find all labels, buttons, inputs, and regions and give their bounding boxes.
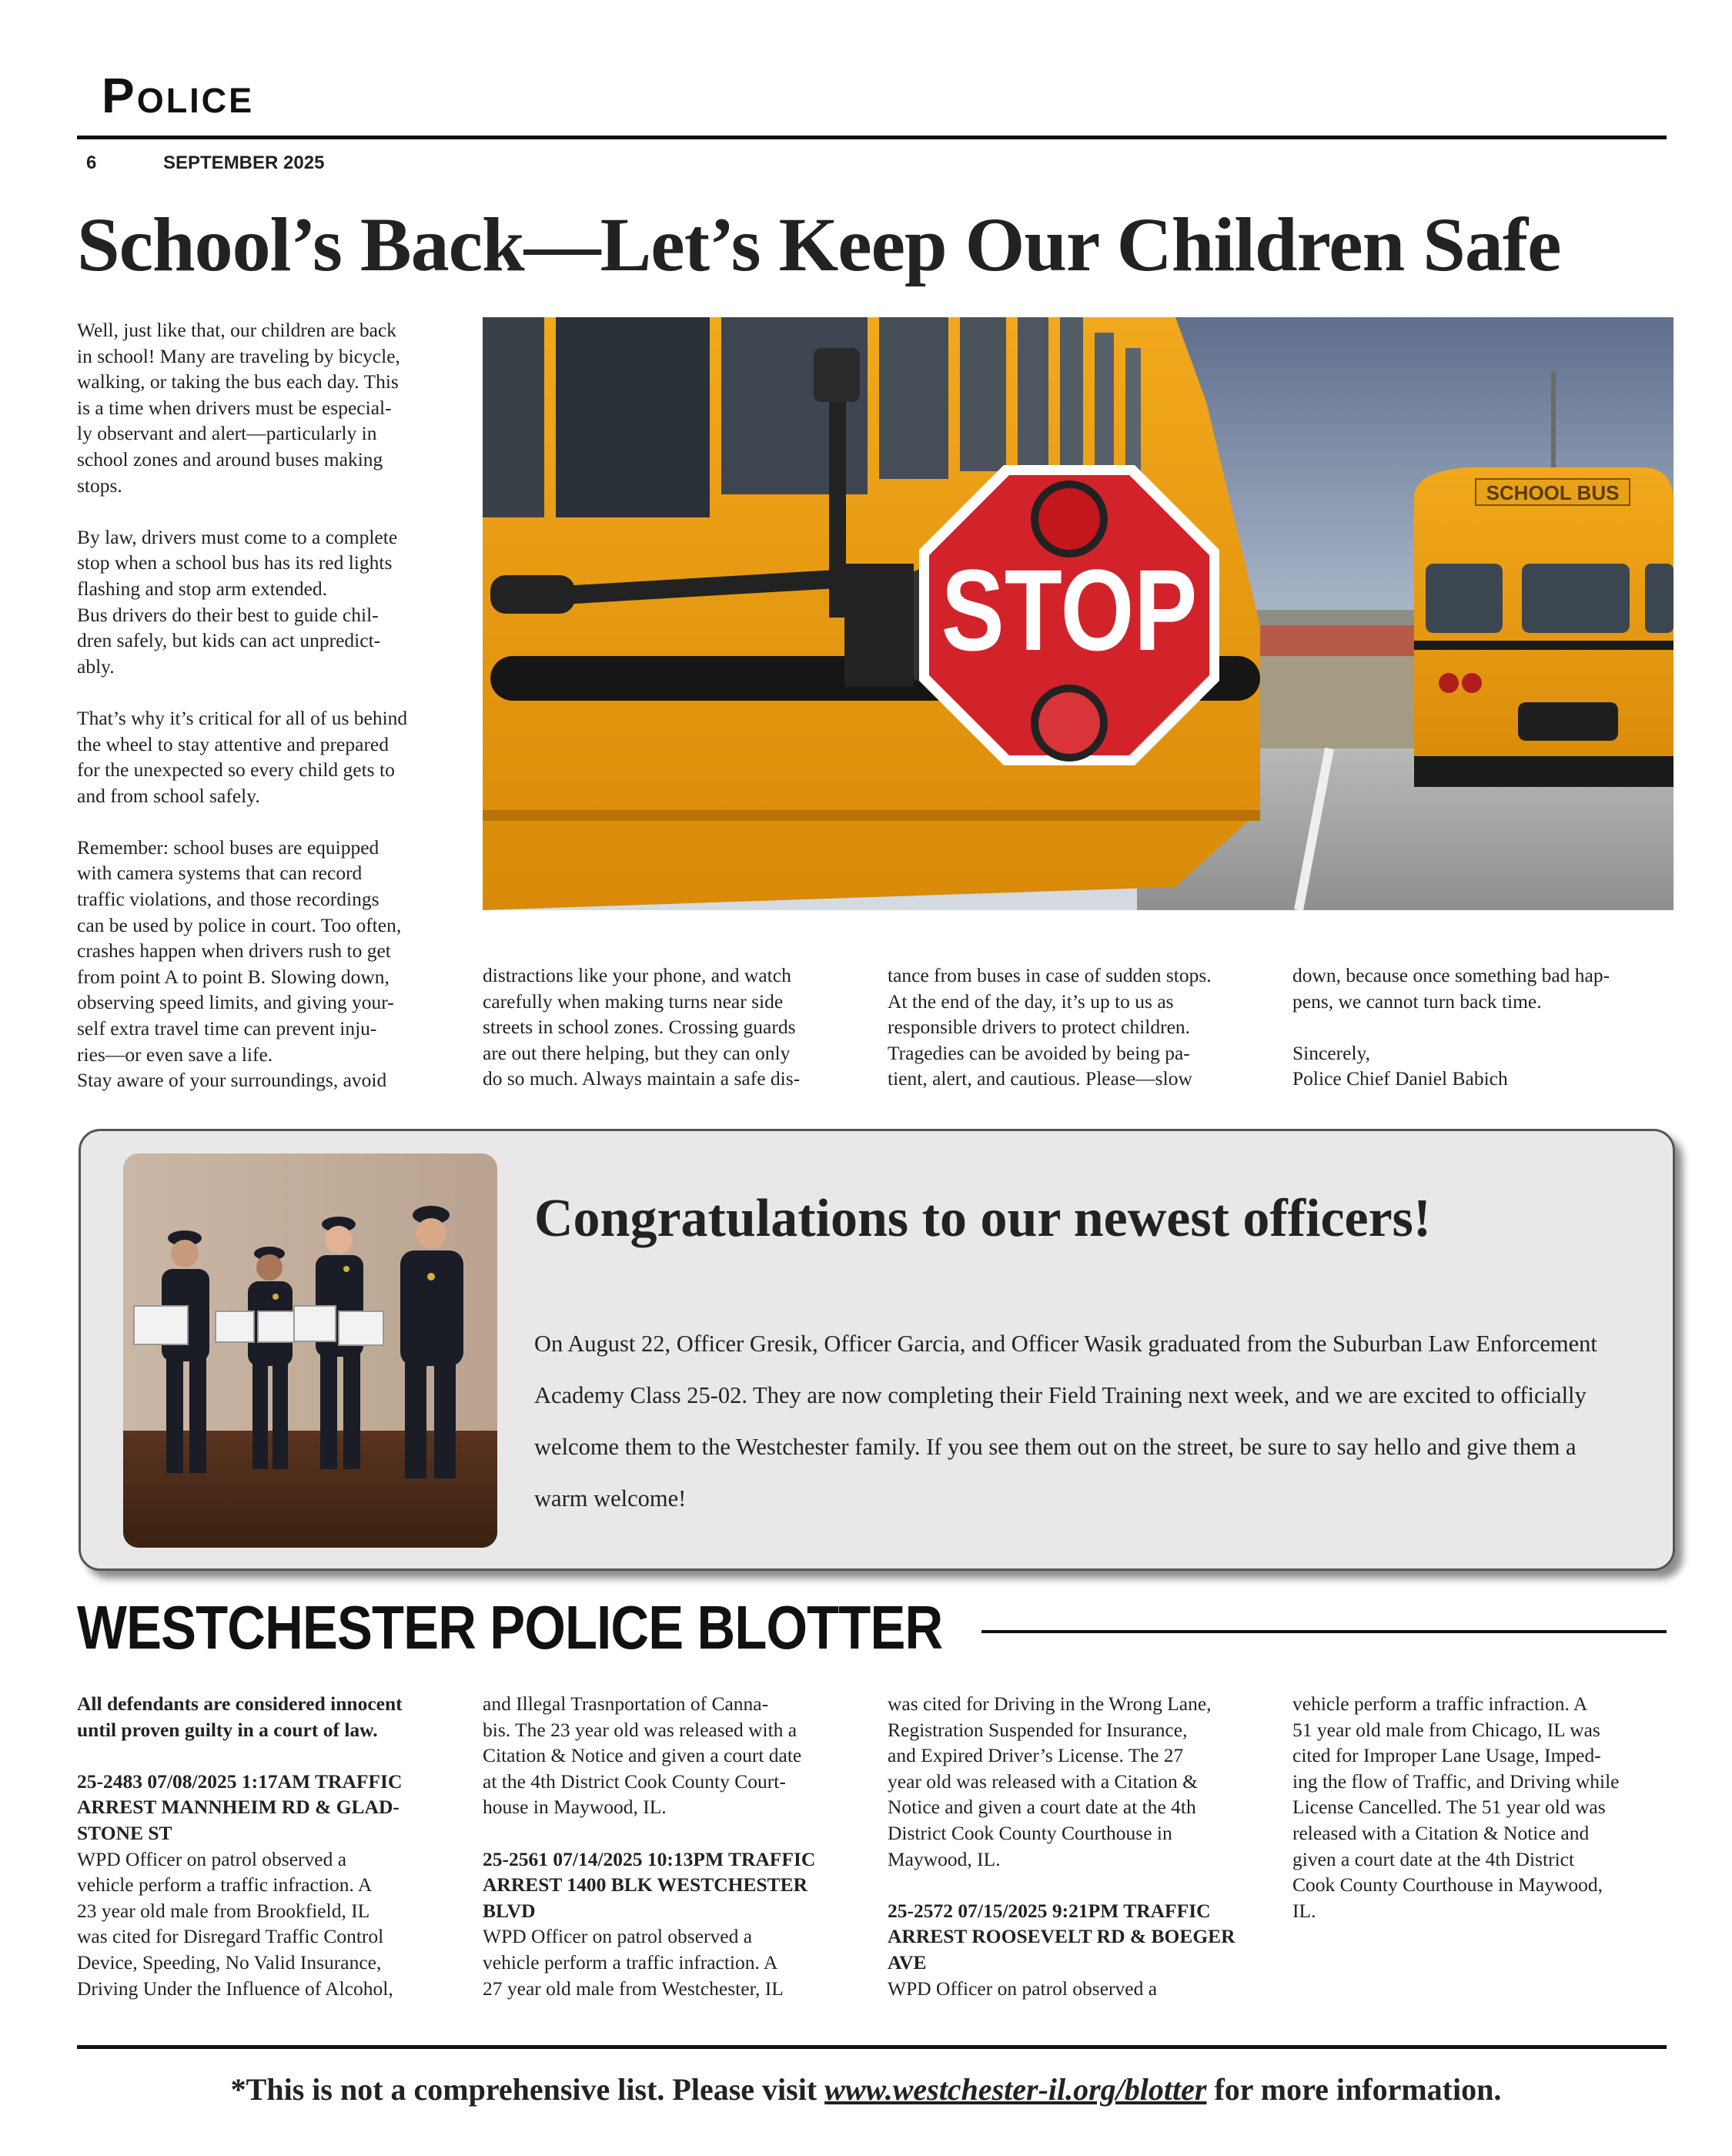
header-rule [77, 136, 1667, 139]
blotter-title-rule [981, 1630, 1667, 1633]
article-column-2: distractions like your phone, and watch carefully when making turns near side streets in school zones. Crossing guards are out there helping, but they can only do so much. Always maintain a safe dis- [483, 964, 801, 1090]
congratulations-body: On August 22, Officer Gresik, Officer Garcia, and Officer Wasik graduated from the Suburban Law Enforcement Academy Class 25-02. They are now completing their Field Training next week, and we are excited to officially welcome them to the Westchester family. If you see them out on the street, be sure to say hello and give them a warm welcome! [534, 1331, 1597, 1512]
footer-prefix: *This is not a comprehensive list. Please visit [230, 2072, 825, 2107]
issue-date: SEPTEMBER 2025 [163, 152, 325, 173]
section-title: Police [102, 68, 255, 123]
article-column-3: tance from buses in case of sudden stops. At the end of the day, it’s up to us as responsible drivers to protect children. Tragedies can be avoided by being pa- tient, alert, and cautious. Please—slow [888, 964, 1212, 1090]
blotter-entry-text: was cited for Driving in the Wrong Lane, Registration Suspended for Insurance, and Expired Driver’s License. The 27 year old was released with a Citation & Notice and given a court date at the 4th District Cook County Courthouse in Maywood, IL. [888, 1692, 1212, 1870]
article-headline: School’s Back—Let’s Keep Our Children Safe [77, 202, 1561, 287]
page-number: 6 [86, 152, 97, 173]
blotter-column-3 [888, 1691, 1280, 2001]
blotter-entry-text: WPD Officer on patrol observed a [888, 1977, 1158, 2000]
blotter-disclaimer: All defendants are considered innocent until proven guilty in a court of law. [77, 1692, 403, 1741]
blotter-column-1 [77, 1691, 470, 2001]
article-column-4: down, because once something bad hap- pens, we cannot turn back time. Sincerely, Police Chief Daniel Babich [1292, 964, 1610, 1090]
blotter-link[interactable]: www.westchester-il.org/blotter [824, 2072, 1207, 2107]
article-column-1: Well, just like that, our children are back in school! Many are traveling by bicycle, walking, or taking the bus each day. This is a time when drivers must be especial- ly observant and alert—particularly in school zones and around buses making stops. By law, drivers must come to a complete stop when a school bus has its red lights flashing and stop arm extended. Bus drivers do their best to guide chil- dren safely, but kids can act unpredict- ably. That’s why it’s critical for all of us behind the wheel to stay attentive and prepared for the unexpected so every child gets to and from school safely. Remember: school buses are equipped with camera systems that can record traffic violations, and those recordings can be used by police in court. Too often, crashes happen when drivers rush to get from point A to point B. Slowing down, observing speed limits, and giving your- self extra travel time can prevent inju- ries—or even save a life. Stay aware of your surroundings, avoid [77, 319, 408, 1092]
blotter-entry-text: WPD Officer on patrol observed a vehicle perform a traffic infraction. A 23 year old male from Brookfield, IL was cited for Disregard Traffic Control Device, Speeding, No Valid Insurance, Driving Under the Influence of Alcohol, [77, 1847, 393, 2000]
blotter-entry-text: WPD Officer on patrol observed a vehicle perform a traffic infraction. A 27 year old male from Westchester, IL [483, 1925, 784, 2000]
blotter-entry-heading: 25-2572 07/15/2025 9:21PM TRAFFIC ARREST ROOSEVELT RD & BOEGER AVE [888, 1899, 1235, 1974]
school-bus-photo [483, 317, 1673, 910]
congratulations-title: Congratulations to our newest officers! [534, 1189, 1432, 1248]
bus-sign-text: SCHOOL BUS [1486, 481, 1620, 504]
blotter-column-4 [1292, 1691, 1693, 1923]
footer-rule [77, 2045, 1667, 2049]
blotter-entry-heading: 25-2483 07/08/2025 1:17AM TRAFFIC ARREST MANNHEIM RD & GLAD- STONE ST [77, 1769, 403, 1844]
blotter-entry-heading: 25-2561 07/14/2025 10:13PM TRAFFIC ARREST 1400 BLK WESTCHESTER BLVD [483, 1847, 816, 1922]
blotter-column-2 [483, 1691, 875, 2001]
blotter-entry-text: and Illegal Trasnportation of Canna- bis. The 23 year old was released with a Citation & Notice and given a court date at the 4th District Cook County Court- house in Maywood, IL. [483, 1692, 802, 1819]
footer-suffix: for more information. [1206, 2072, 1502, 2107]
officers-photo [123, 1153, 497, 1548]
blotter-title: WESTCHESTER POLICE BLOTTER [77, 1593, 943, 1662]
stop-sign-text: STOP [941, 546, 1198, 675]
footer-note [0, 2071, 1732, 2107]
blotter-entry-text: vehicle perform a traffic infraction. A 51 year old male from Chicago, IL was cited for Improper Lane Usage, Imped- ing the flow of Traffic, and Driving while License Cancelled. The 51 year old was released with a Citation & Notice and given a court date at the 4th District Cook County Courthouse in Maywood, IL. [1292, 1692, 1620, 1922]
